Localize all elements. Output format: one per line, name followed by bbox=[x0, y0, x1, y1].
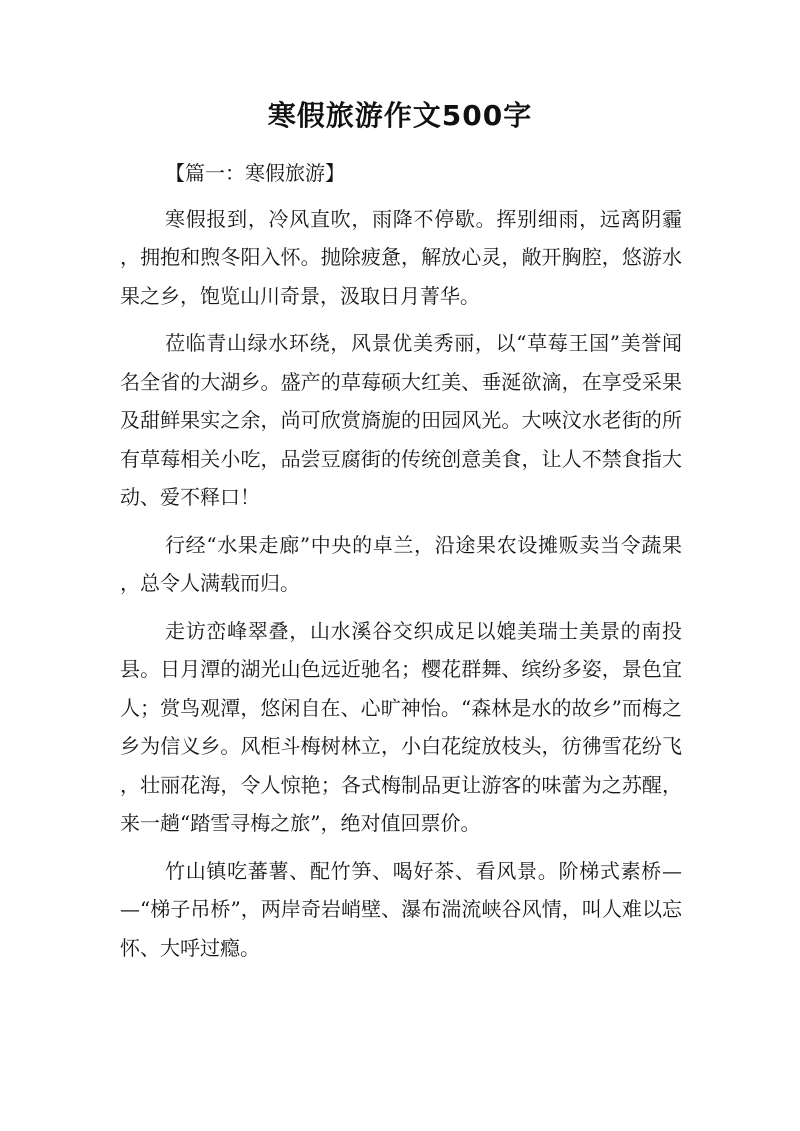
paragraph-4: 走访峦峰翠叠，山水溪谷交织成足以媲美瑞士美景的南投县。日月潭的湖光山色远近驰名；樱花群舞、缤纷多姿，景色宜人；赏鸟观潭，悠闲自在、心旷神怡。“森林是水的故乡”而梅之乡为信义乡。风柜斗梅树林立，小白花绽放枝头，彷彿雪花纷飞，壮丽花海，令人惊艳；各式梅制品更让游客的味蕾为之苏醒，来一趟“踏雪寻梅之旅”，绝对值回票价。 bbox=[120, 618, 682, 835]
document-title: 寒假旅游作文500字 bbox=[267, 99, 533, 132]
paragraph-3: 行经“水果走廊”中央的卓兰，沿途果农设摊贩卖当令蔬果，总令人满载而归。 bbox=[120, 532, 682, 595]
paragraph-2: 莅临青山绿水环绕，风景优美秀丽，以“草莓王国”美誉闻名全省的大湖乡。盛产的草莓硕大红美、垂涎欲滴，在享受采果及甜鲜果实之余，尚可欣赏旖旎的田园风光。大唊汶水老街的所有草莓相关小吃，品尝豆腐街的传统创意美食，让人不禁食指大动、爱不释口！ bbox=[120, 331, 682, 509]
paragraph-5: 竹山镇吃蕃薯、配竹笋、喝好茶、看风景。阶梯式素桥——“梯子吊桥”，两岸奇岩峭壁、瀑布湍流峡谷风情，叫人难以忘怀、大呼过瘾。 bbox=[120, 858, 682, 960]
paragraph-1: 寒假报到，冷风直吹，雨降不停歇。挥别细雨，远离阴霾，拥抱和煦冬阳入怀。抛除疲惫，解放心灵，敞开胸腔，悠游水果之乡，饱览山川奇景，汲取日月菁华。 bbox=[120, 206, 682, 308]
section-heading: 【篇一：寒假旅游】 bbox=[165, 161, 345, 185]
document-body bbox=[120, 154, 682, 967]
